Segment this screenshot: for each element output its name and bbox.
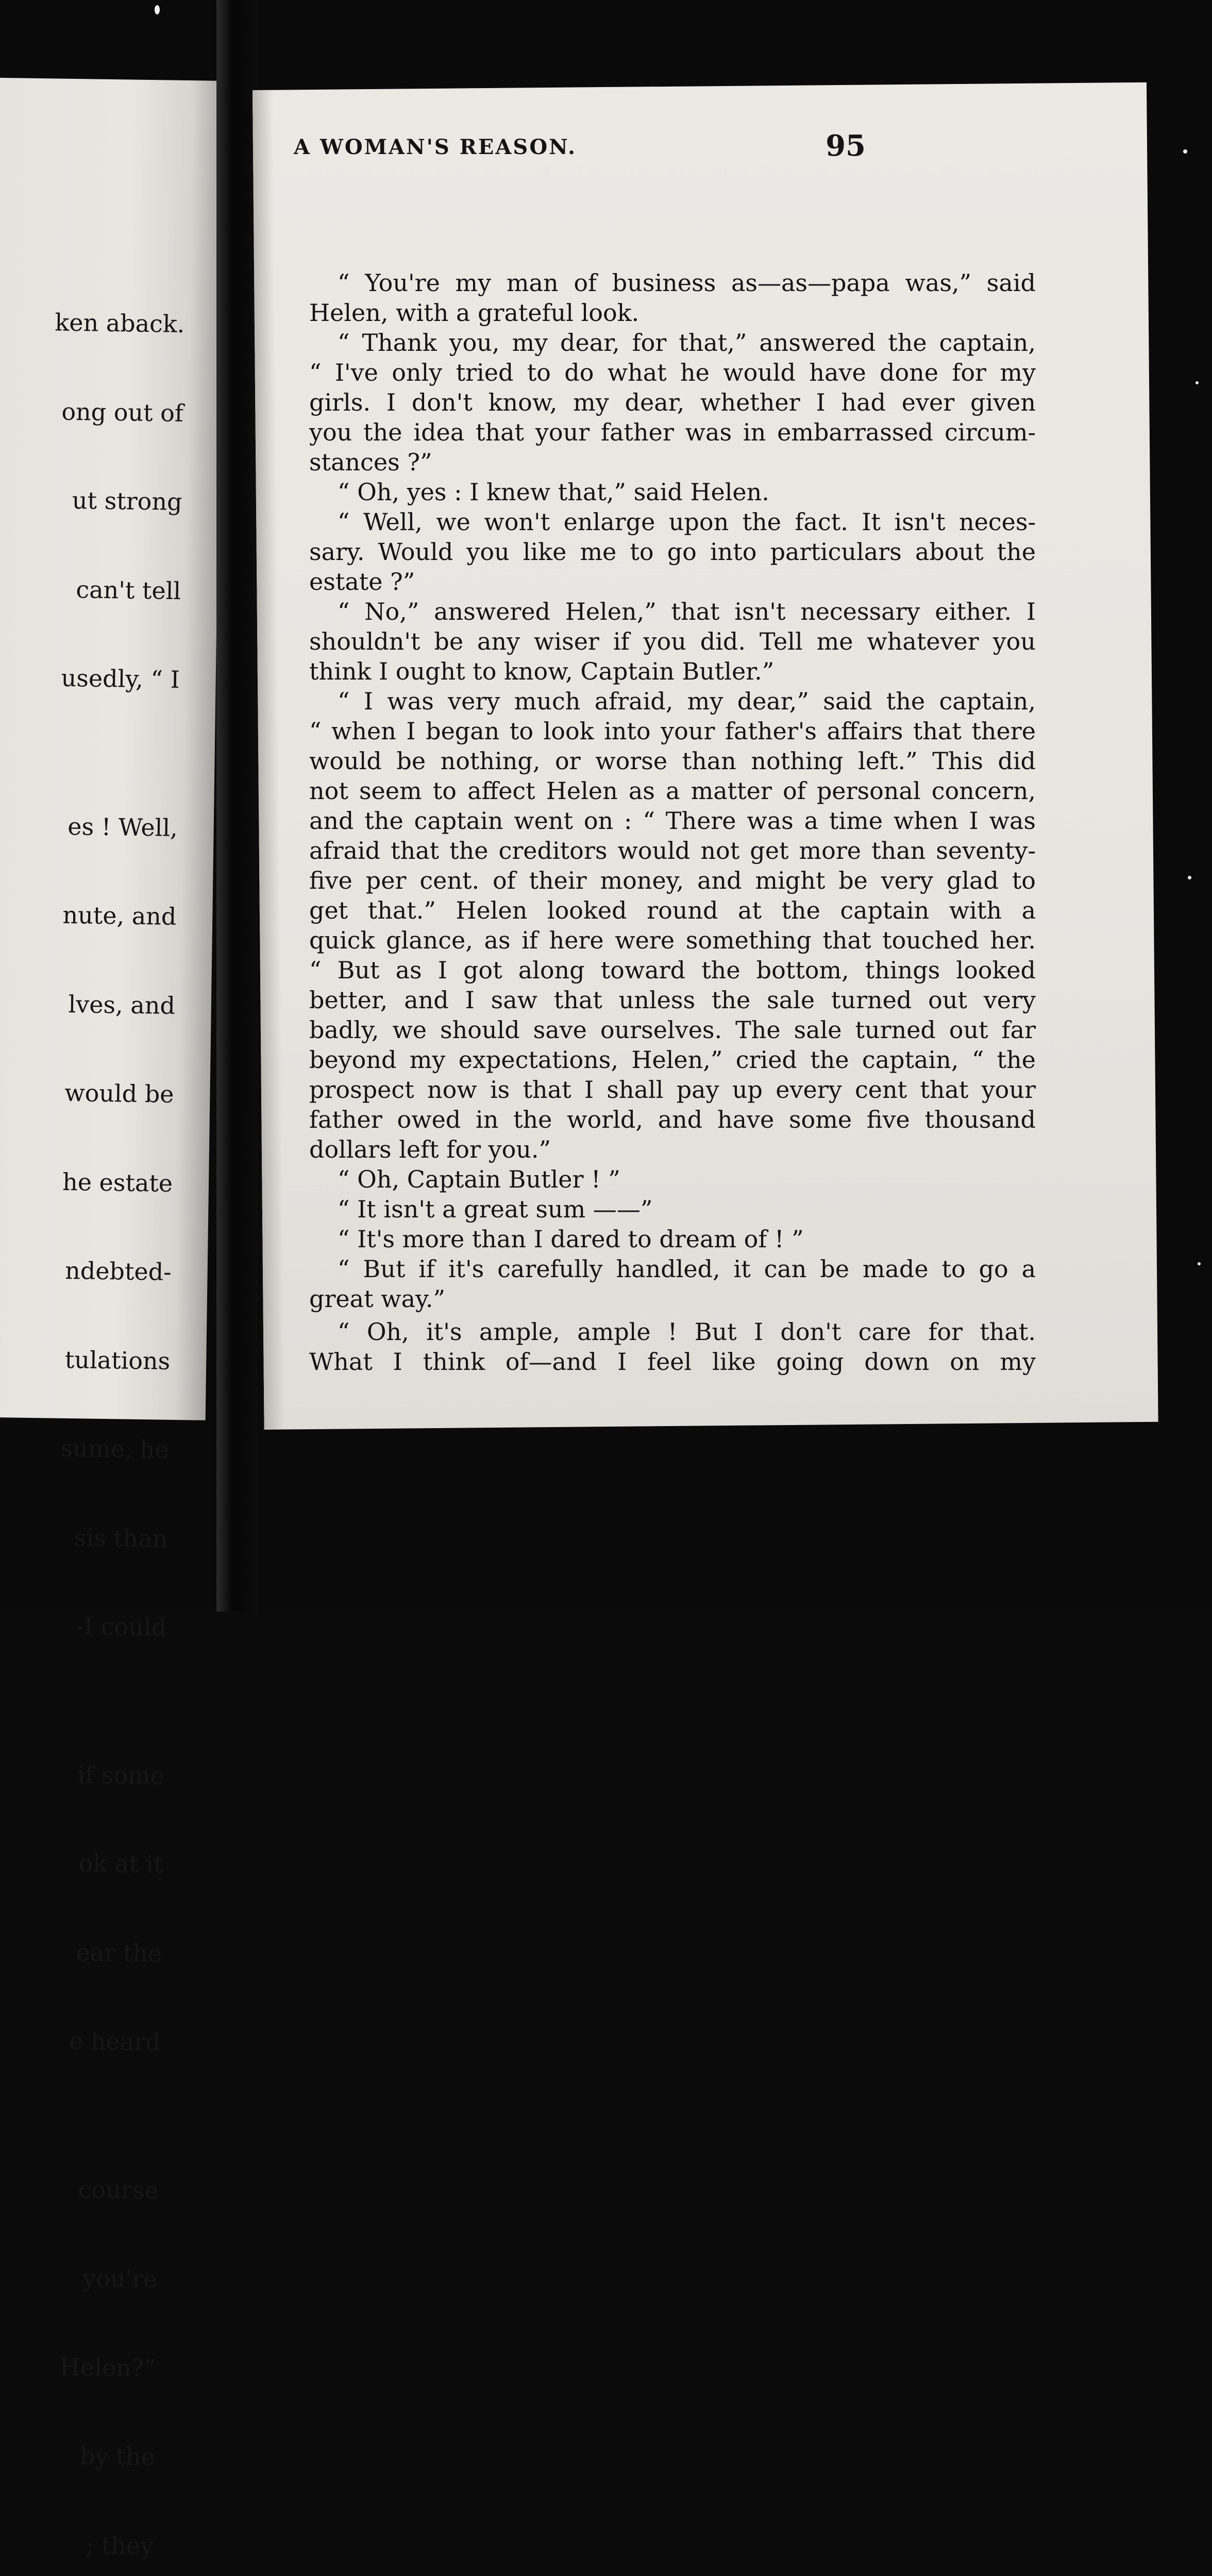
text-line: stances ?” (309, 448, 432, 476)
text-line: “ I was very much afraid, my dear,” said the captain, (338, 687, 1036, 715)
dust-speck (155, 5, 160, 14)
text-line: father owed in the world, and have some five thousand (309, 1106, 1036, 1133)
left-line: tulations (64, 1345, 171, 1375)
text-line: five per cent. of their money, and might be very glad to (309, 867, 1036, 894)
text-line: sary. Would you like me to go into particulars about the (309, 538, 1036, 566)
text-line: What I think of—and I feel like going down on my (309, 1348, 1036, 1376)
left-line (49, 752, 179, 754)
left-page (0, 77, 224, 2560)
text-line: “ It's more than I dared to dream of ! ” (338, 1225, 804, 1253)
left-line: ut strong (72, 486, 182, 516)
text-line: dollars left for you.” (309, 1136, 551, 1163)
left-line: -I could (76, 1612, 167, 1641)
text-line: “ Oh, Captain Butler ! ” (338, 1165, 620, 1193)
left-line: course (78, 2175, 159, 2205)
left-line: sume, he (60, 1434, 170, 1464)
dust-speck (1183, 149, 1187, 154)
text-line: “ I've only tried to do what he would have done for my (309, 359, 1036, 386)
text-line: Helen, with a grateful look. (309, 299, 639, 327)
text-line: shouldn't be any wiser if you did. Tell me whatever you (309, 628, 1036, 655)
left-line: e heard (69, 2027, 161, 2056)
left-page-text (13, 249, 186, 2576)
left-line: usedly, “ I (61, 664, 180, 693)
text-line: not seem to affect Helen as a matter of personal concern, (309, 777, 1036, 805)
dust-speck (1198, 1262, 1201, 1265)
text-line: you the idea that your father was in embarrassed circum- (309, 418, 1036, 446)
running-head (294, 129, 866, 170)
page-number: 95 (826, 129, 866, 163)
text-line: would be nothing, or worse than nothing left.” This did (309, 747, 1036, 775)
text-line: quick glance, as if here were something that touched her. (309, 926, 1036, 954)
text-line: “ No,” answered Helen,” that isn't necessary either. I (338, 598, 1036, 625)
text-line: better, and I saw that unless the sale turned out very (309, 986, 1036, 1014)
left-line: ear the (76, 1938, 162, 1968)
dust-speck (1188, 876, 1191, 879)
text-line: “ But if it's carefully handled, it can be made to go a (338, 1255, 1036, 1283)
text-line: prospect now is that I shall pay up every cent that your (309, 1076, 1036, 1104)
text-line: “ It isn't a great sum ——” (338, 1195, 653, 1223)
left-line: ok at it (78, 1849, 163, 1878)
text-line: “ But as I got along toward the bottom, things looked (309, 956, 1036, 984)
left-line: if some (77, 1760, 165, 1790)
left-line: ; they (86, 2531, 154, 2560)
text-line: estate ?” (309, 568, 415, 596)
left-line: Helen?” (59, 2352, 157, 2382)
text-line: “ Well, we won't enlarge upon the fact. It isn't neces- (338, 508, 1036, 536)
left-line: you're (82, 2264, 158, 2293)
text-line: great way.” (309, 1285, 446, 1313)
left-line: ken aback. (55, 308, 185, 338)
left-line: would be (64, 1078, 174, 1108)
text-line: “ when I began to look into your father's affairs that there (309, 717, 1036, 745)
dust-speck (1196, 381, 1199, 384)
text-line: badly, we should save ourselves. The sale turned out far (309, 1016, 1036, 1044)
running-title: A WOMAN'S REASON. (294, 135, 577, 159)
left-line: ong out of (61, 397, 184, 427)
left-line (30, 2115, 160, 2117)
text-line: get that.” Helen looked round at the captain with a (309, 896, 1036, 924)
text-line: “ Oh, it's ample, ample ! But I don't care for that. (338, 1318, 1036, 1346)
left-line: es ! Well, (67, 812, 178, 842)
left-line: lves, and (68, 990, 176, 1020)
book-gutter (216, 0, 258, 1612)
text-line: “ You're my man of business as—as—papa was,” said (338, 269, 1036, 297)
text-line: think I ought to know, Captain Butler.” (309, 657, 775, 685)
text-line: and the captain went on : “ There was a time when I was (309, 807, 1036, 835)
text-line: afraid that the creditors would not get more than seventy- (309, 837, 1036, 865)
text-line: “ Thank you, my dear, for that,” answered the captain, (338, 329, 1036, 357)
left-line: ndebted- (64, 1256, 172, 1286)
text-line: girls. I don't know, my dear, whether I had ever given (309, 388, 1036, 416)
left-line: he estate (62, 1167, 173, 1197)
text-line: “ Oh, yes : I knew that,” said Helen. (338, 478, 769, 506)
left-line: nute, and (62, 901, 177, 930)
left-line: can't tell (76, 575, 181, 605)
page-body-text (309, 268, 1036, 1377)
left-line: sis than (74, 1523, 168, 1553)
left-line (36, 1700, 165, 1702)
text-line: beyond my expectations, Helen,” cried the captain, “ the (309, 1046, 1036, 1074)
left-line: by the (79, 2442, 155, 2471)
